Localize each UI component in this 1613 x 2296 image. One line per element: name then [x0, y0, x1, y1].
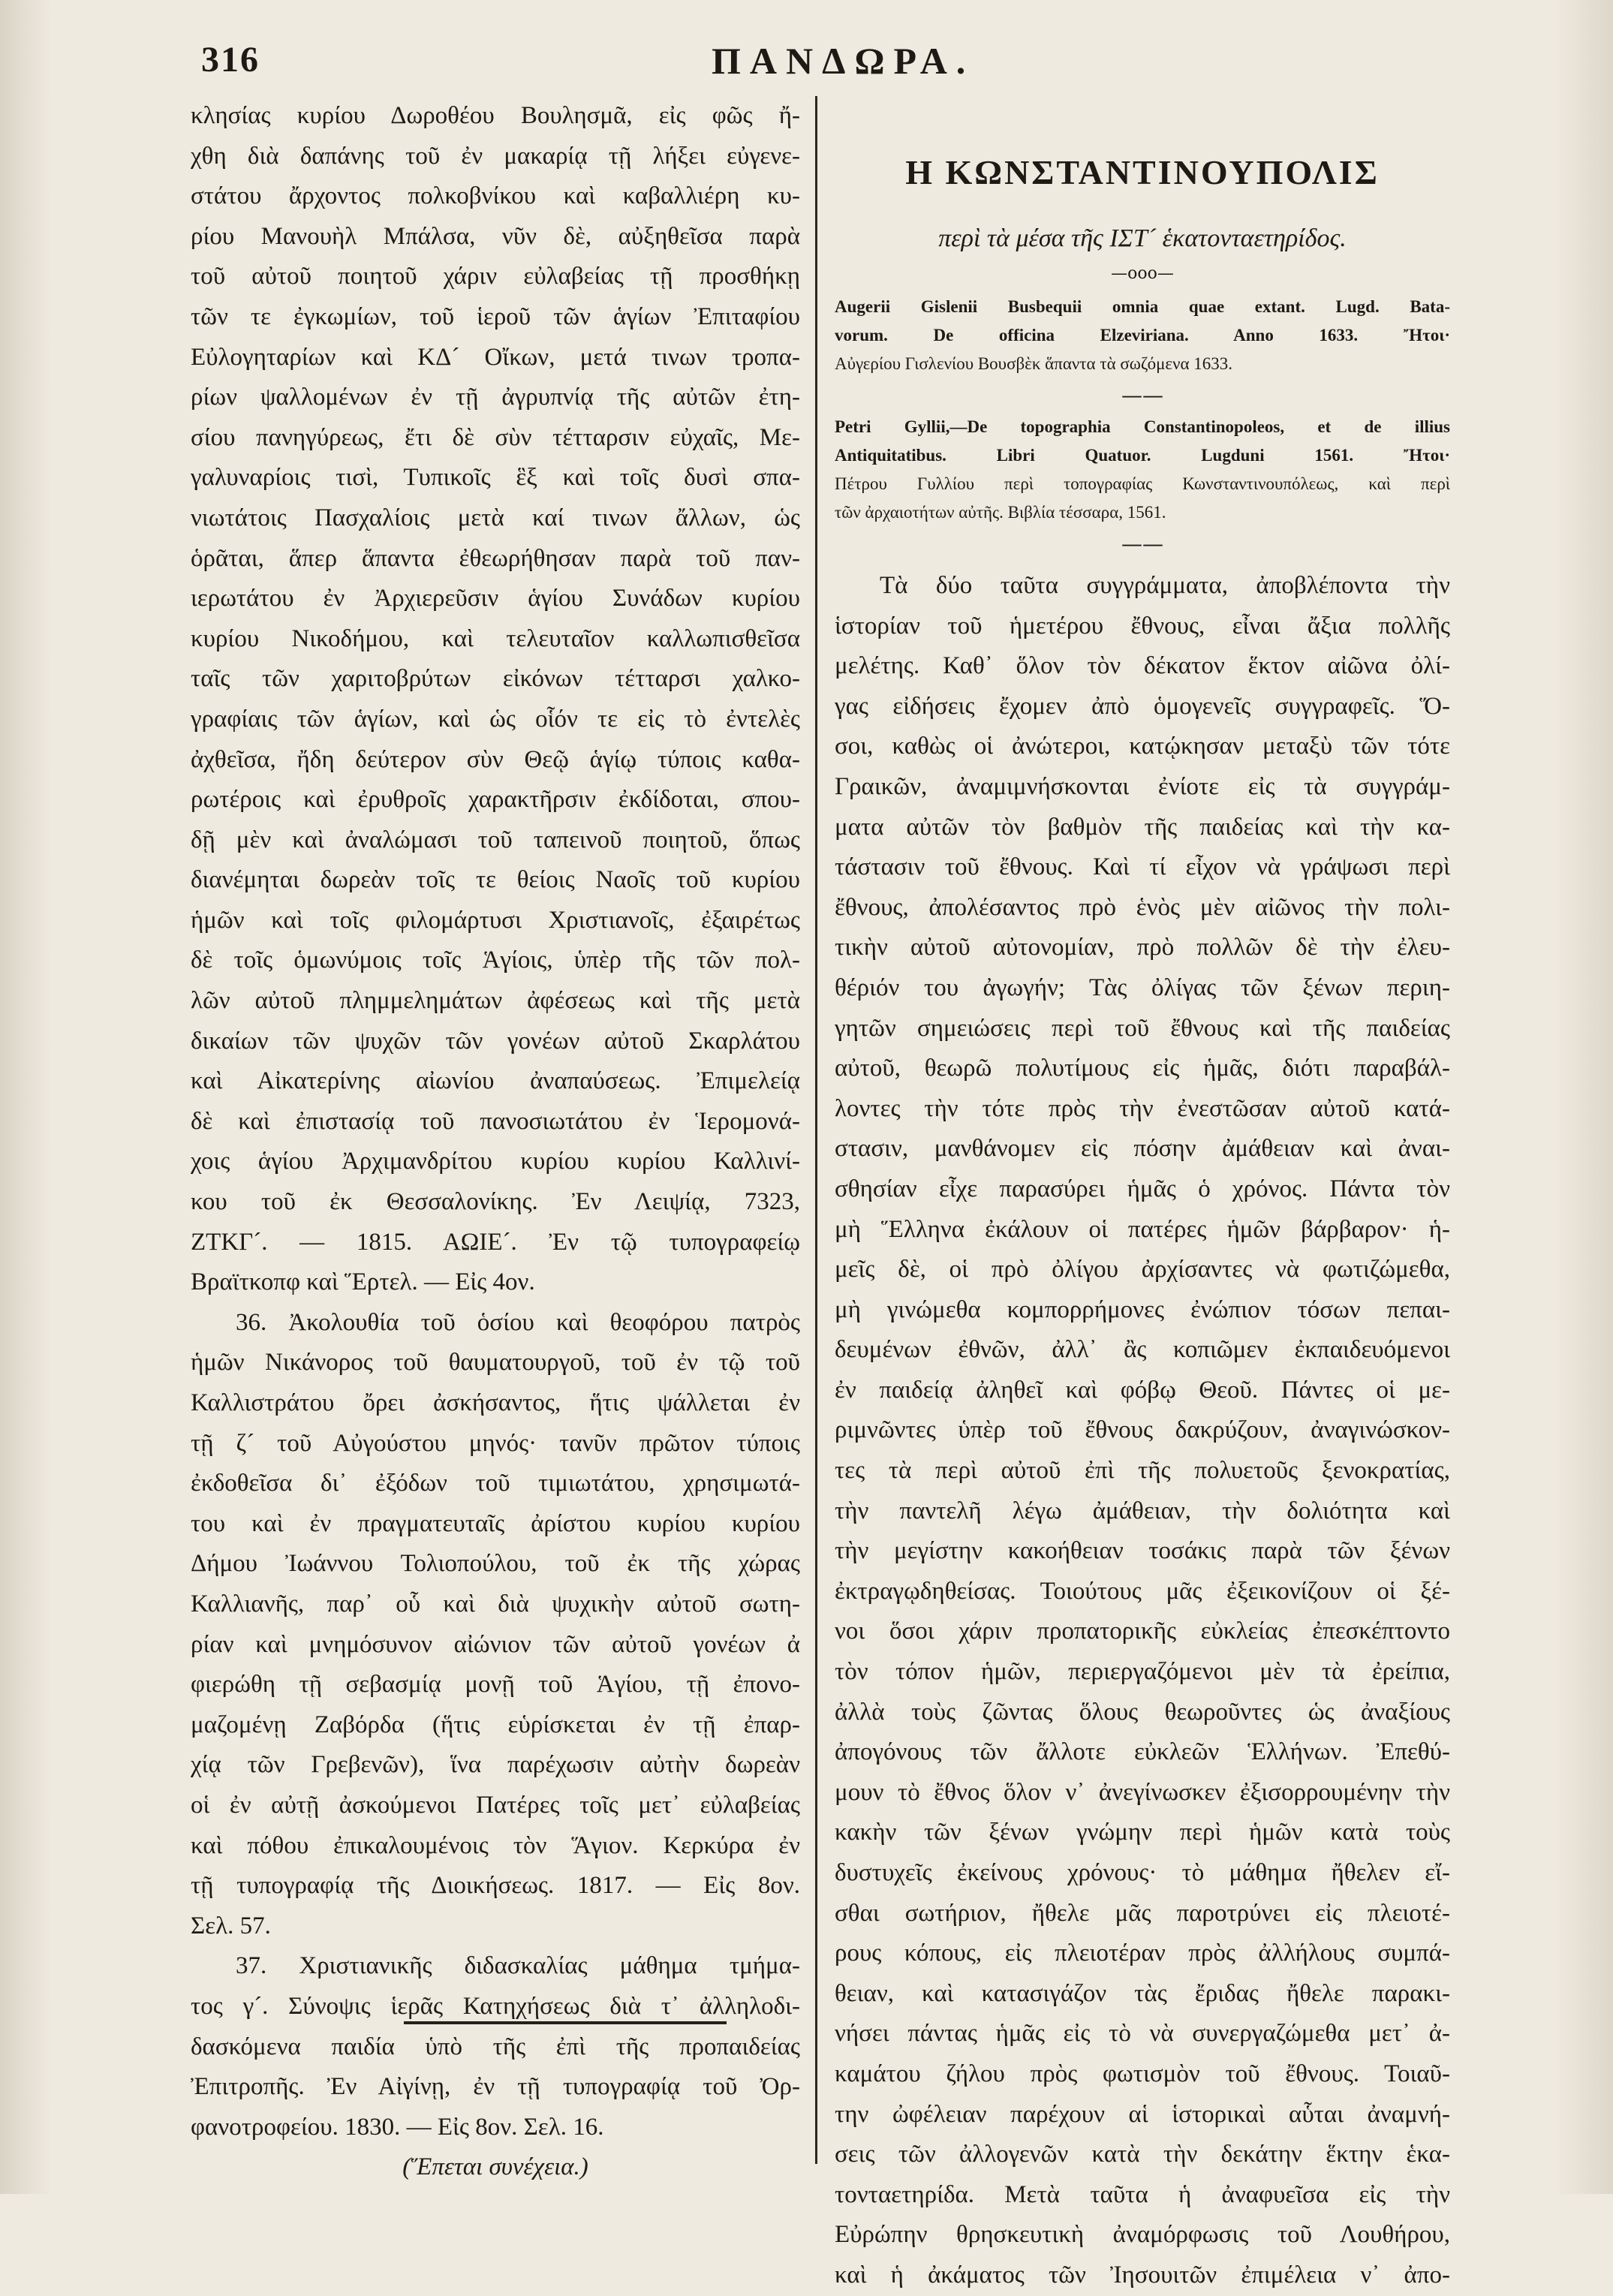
- text-line: vorum. De officina Elzeviriana. Anno 1633. Ἤτοι·: [835, 326, 1450, 345]
- text-line: νήσει πάντας ἡμᾶς εἰς τὸ νὰ συνεργαζώμεθα μετ᾿ ἀ-: [835, 2020, 1450, 2048]
- article-title: Η ΚΩΝΣΤΑΝΤΙΝΟΥΠΟΛΙΣ: [905, 153, 1380, 191]
- text-line: Δήμου Ἰωάννου Τολιοπούλου, τοῦ ἐκ τῆς χώρας: [191, 1550, 800, 1578]
- text-line: Εὐλογηταρίων καὶ ΚΔ´ Οἴκων, μετά τινων τροπα-: [191, 343, 800, 371]
- text-line: καμάτου ζήλου πρὸς φωτισμὸν τοῦ ἔθνους. Τοιαῦ-: [835, 2060, 1450, 2087]
- text-line: ἐν παιδείᾳ ἀληθεῖ καὶ φόβῳ Θεοῦ. Πάντες οἱ με-: [835, 1376, 1450, 1404]
- text-line: τῇ τυπογραφίᾳ τῆς Διοικήσεως. 1817. — Εἰς 8ον.: [191, 1872, 800, 1900]
- text-line: ιερωτάτου ἐν Ἀρχιερεῦσιν ἁγίου Συνάδων κυρίου: [191, 585, 800, 612]
- text-line: θέριόν του ἀγωγήν; Τὰς ὀλίγας τῶν ξένων περιη-: [835, 973, 1450, 1001]
- text-line: φιερώθη τῇ σεβασμίᾳ μονῇ τοῦ Ἁγίου, τῇ ἐπονο-: [191, 1671, 800, 1699]
- text-line: του καὶ ἐν πραγματευταῖς ἀρίστου κυρίου κυρίου: [191, 1509, 800, 1537]
- text-line: Ἐπιτροπῆς. Ἐν Αἰγίνῃ, ἐν τῇ τυπογραφίᾳ τοῦ Ὀρ-: [191, 2073, 800, 2101]
- end-rule: [404, 2021, 727, 2024]
- text-line: Βραϊτκοπφ καὶ Ἕρτελ. — Εἰς 4ον.: [191, 1268, 535, 1296]
- bibliography-entry-1: [835, 293, 1450, 378]
- text-line: (Ἕπεται συνέχεια.): [402, 2153, 588, 2181]
- text-line: 37. Χριστιανικῆς διδασκαλίας μάθημα τμήμα-: [236, 1952, 800, 1980]
- text-line: γραφίαις τῶν ἁγίων, καὶ ὡς οἷόν τε εἰς τὸ ἐντελὲς: [191, 705, 800, 733]
- text-line: Σελ. 57.: [191, 1912, 271, 1939]
- text-line: λοντες τὴν τότε πρὸς τὴν ἐνεστῶσαν αὐτοῦ κατά-: [835, 1094, 1450, 1122]
- text-line: 36. Ἀκολουθία τοῦ ὁσίου καὶ θεοφόρου πατρὸς: [236, 1308, 800, 1336]
- text-line: δυστυχεῖς ἐκείνους χρόνους· τὸ μάθημα ἤθελεν εἴ-: [835, 1859, 1450, 1886]
- text-line: Πέτρου Γυλλίου περὶ τοπογραφίας Κωνσταντινουπόλεως, καὶ περὶ: [835, 474, 1450, 493]
- text-line: τες τὰ περὶ αὐτοῦ ἐπὶ τῆς πολυετοῦς ξενοκρατίας,: [835, 1457, 1450, 1485]
- text-line: Petri Gyllii,—De topographia Constantinopoleos, et de illius: [835, 417, 1450, 436]
- text-line: κλησίας κυρίου Δωροθέου Βουλησμᾶ, εἰς φῶς ἤ-: [191, 102, 800, 129]
- text-line: μεῖς δὲ, οἱ πρὸ ὀλίγου ἀρχίσαντες νὰ φωτιζώμεθα,: [835, 1256, 1450, 1283]
- text-line: τὴν μεγίστην κακοήθειαν τοσάκις παρὰ τῶν ξένων: [835, 1537, 1450, 1565]
- text-line: μὴ γινώμεθα κομπορρήμονες ἐνώπιον τόσων πεπαι-: [835, 1295, 1450, 1323]
- bibliography-entry-2: [835, 413, 1450, 527]
- text-line: ἀλλὰ τοὺς ζῶντας ὅλους θεωροῦντες ὡς ἀναξίους: [835, 1698, 1450, 1726]
- text-line: δευμένων ἐθνῶν, ἀλλ᾿ ἂς κοπιῶμεν ἐκπαιδευόμενοι: [835, 1336, 1450, 1364]
- text-line: καὶ Αἰκατερίνης αἰωνίου ἀναπαύσεως. Ἐπιμελείᾳ: [191, 1067, 800, 1095]
- text-line: ρωτέροις καὶ ἐρυθροῖς χαρακτῆρσιν ἐκδίδοται, σπου-: [191, 786, 800, 814]
- text-line: τονταετηρίδα. Μετὰ ταῦτα ἡ ἀναφυεῖσα εἰς τὴν: [835, 2180, 1450, 2208]
- text-line: νοι ὅσοι χάριν προπατορικῆς εὐκλείας ἐπεσκέπτοντο: [835, 1617, 1450, 1645]
- right-column: [835, 105, 1450, 2296]
- article-subtitle: περὶ τὰ μέσα τῆς ΙΣΤ´ ἑκατονταετηρίδος.: [938, 224, 1347, 252]
- text-line: γας εἰδήσεις ἔχομεν ἀπὸ ὁμογενεῖς συγγραφεῖς. Ὅ-: [835, 692, 1450, 720]
- text-line: Καλλιανῆς, παρ᾿ οὗ καὶ διὰ ψυχικὴν αὐτοῦ σωτη-: [191, 1590, 800, 1617]
- text-line: ταῖς τῶν χαριτοβρύτων εἰκόνων τέτταρσι χαλκο-: [191, 665, 800, 693]
- text-line: Καλλιστράτου ὄρει ἀσκήσαντος, ἥτις ψάλλεται ἐν: [191, 1389, 800, 1416]
- text-line: στασιν, μανθάνομεν εἰς πόσην ἀμάθειαν καὶ ἀναι-: [835, 1135, 1450, 1163]
- text-line: ρίαν καὶ μνημόσυνον αἰώνιον τῶν αὐτοῦ γονέων ἀ: [191, 1630, 800, 1658]
- text-line: κακὴν τῶν ξένων γνώμην περὶ ἡμῶν κατὰ τοὺς: [835, 1819, 1450, 1846]
- text-line: μελέτης. Καθ᾿ ὅλον τὸν δέκατον ἕκτον αἰῶνα ὀλί-: [835, 652, 1450, 680]
- text-line: ἀχθεῖσα, ἤδη δεύτερον σὺν Θεῷ ἁγίῳ τύποις καθα-: [191, 745, 800, 773]
- text-line: τὴν παντελῆ λέγω ἀμάθειαν, τὴν δολιότητα καὶ: [835, 1497, 1450, 1524]
- text-line: Antiquitatibus. Libri Quatuor. Lugduni 1561. Ἤτοι·: [835, 446, 1450, 465]
- text-line: Γραικῶν, ἀναμιμνήσκονται ἐνίοτε εἰς τὰ συγγράμ-: [835, 772, 1450, 800]
- article-body: [835, 566, 1450, 2296]
- text-line: ὁρᾶται, ἅπερ ἅπαντα ἐθεωρήθησαν παρὰ τοῦ παν-: [191, 544, 800, 572]
- text-line: δῇ μὲν καὶ ἀναλώμασι τοῦ ταπεινοῦ ποιητοῦ, ὅπως: [191, 826, 800, 853]
- text-line: την ὠφέλειαν παρέχουν αἱ ἱστορικαὶ αὗται ἀναμνή-: [835, 2100, 1450, 2128]
- text-line: Augerii Gislenii Busbequii omnia quae extant. Lugd. Bata-: [835, 297, 1450, 316]
- text-line: δὲ καὶ ἐπιστασίᾳ τοῦ πανοσιωτάτου ἐν Ἱερομονά-: [191, 1107, 800, 1135]
- text-line: σθησίαν εἶχε παρασύρει ἡμᾶς ὁ χρόνος. Πάντα τὸν: [835, 1175, 1450, 1202]
- text-line: ρους κόπους, εἰς πλειοτέραν πρὸς ἀλλήλους συμπά-: [835, 1939, 1450, 1967]
- text-line: καὶ ἡ ἀκάματος τῶν Ἰησουιτῶν ἐπιμέλεια ν᾿ ἀπο-: [835, 2261, 1450, 2288]
- text-line: κυρίου Νικοδήμου, καὶ τελευταῖον καλλωπισθεῖσα: [191, 624, 800, 652]
- text-line: τοῦ αὐτοῦ ποιητοῦ χάριν εὐλαβείας τῇ προσθήκῃ: [191, 263, 800, 290]
- text-line: ἐκδοθεῖσα δι᾿ ἐξόδων τοῦ τιμιωτάτου, χρησιμωτά-: [191, 1470, 800, 1497]
- column-divider: [815, 96, 817, 2164]
- text-line: ἐκτραγῳδηθείσας. Τοιούτους μᾶς ἐξεικονίζουν οἱ ξέ-: [835, 1577, 1450, 1605]
- text-line: τῶν ἀρχαιοτήτων αὐτῆς. Βιβλία τέσσαρα, 1561.: [835, 503, 1166, 522]
- text-line: χοις ἁγίου Ἀρχιμανδρίτου κυρίου κυρίου Καλλινί-: [191, 1148, 800, 1175]
- left-column: [191, 96, 800, 2188]
- text-line: σεις τῶν ἀλλογενῶν κατὰ τὴν δεκάτην ἕκτην ἑκα-: [835, 2141, 1450, 2168]
- text-line: δὲ τοῖς ὁμωνύμοις τοῖς Ἁγίοις, ὑπὲρ τῆς τῶν πολ-: [191, 946, 800, 974]
- text-line: οἱ ἐν αὐτῇ ἀσκούμενοι Πατέρες τοῖς μετ᾿ εὐλαβείας: [191, 1791, 800, 1819]
- text-line: αὐτοῦ, θεωρῶ πολυτίμους εἰς ἡμᾶς, διότι παραβάλ-: [835, 1055, 1450, 1082]
- text-line: ἀπογόνους τῶν ἄλλοτε εὐκλεῶν Ἑλλήνων. Ἐπεθύ-: [835, 1738, 1450, 1766]
- text-line: νιωτάτοις Πασχαλίοις μετὰ καί τινων ἄλλων, ὡς: [191, 504, 800, 531]
- separator-dash-2: ——: [1121, 531, 1163, 556]
- ornament-divider: —ooo—: [1111, 264, 1174, 283]
- text-line: μουν τὸ ἔθνος ὅλον ν᾿ ἀνεγίνωσκεν ἐξισορρουμένην τὴν: [835, 1778, 1450, 1806]
- text-line: σίου πανηγύρεως, ἔτι δὲ σὺν τέτταρσιν εὐχαῖς, Με-: [191, 423, 800, 451]
- text-line: ΖΤΚΓ´. — 1815. ΑΩΙΕ´. Ἐν τῷ τυπογραφείῳ: [191, 1228, 800, 1256]
- text-line: καὶ πόθου ἐπικαλουμένοις τὸν Ἅγιον. Κερκύρα ἐν: [191, 1831, 800, 1859]
- text-line: τάστασιν τοῦ ἔθνους. Καὶ τί εἶχον νὰ γράψωσι περὶ: [835, 853, 1450, 881]
- text-line: ρίου Μανουὴλ Μπάλσα, νῦν δὲ, αὐξηθεῖσα παρὰ: [191, 222, 800, 250]
- text-line: δασκόμενα παιδία ὑπὸ τῆς ἐπὶ τῆς προπαιδείας: [191, 2033, 800, 2060]
- text-line: ἡμῶν καὶ τοῖς φιλομάρτυσι Χριστιανοῖς, ἐξαιρέτως: [191, 906, 800, 934]
- text-line: ἱστορίαν τοῦ ἡμετέρου ἔθνους, εἶναι ἄξια πολλῆς: [835, 612, 1450, 639]
- text-line: ματα αὐτῶν τὸν βαθμὸν τῆς παιδείας καὶ τὴν κα-: [835, 813, 1450, 841]
- text-line: Αὐγερίου Γισλενίου Βουσβὲκ ἅπαντα τὰ σωζόμενα 1633.: [835, 354, 1233, 373]
- text-line: στάτου ἄρχοντος πολκοβνίκου καὶ καβαλλιέρη κυ-: [191, 182, 800, 210]
- text-line: ἡμῶν Νικάνορος τοῦ θαυματουργοῦ, τοῦ ἐν τῷ τοῦ: [191, 1349, 800, 1377]
- text-line: γητῶν σημειώσεις περὶ τοῦ ἔθνους καὶ τῆς παιδείας: [835, 1014, 1450, 1042]
- text-line: φανοτροφείου. 1830. — Εἰς 8ον. Σελ. 16.: [191, 2113, 604, 2141]
- text-line: κου τοῦ ἐκ Θεσσαλονίκης. Ἐν Λειψίᾳ, 7323,: [191, 1188, 800, 1216]
- page-number: 316: [201, 40, 260, 80]
- text-line: σθαι σωτήριον, ἤθελε μᾶς παροτρύνει εἰς πλειοτέ-: [835, 1899, 1450, 1927]
- separator-dash-1: ——: [1121, 383, 1163, 408]
- text-line: ρίων ψαλλομένων ἐν τῇ ἀγρυπνίᾳ τῆς αὐτῶν ἐτη-: [191, 384, 800, 411]
- text-line: μὴ Ἕλληνα ἐκάλουν οἱ πατέρες ἡμῶν βάρβαρον· ἡ-: [835, 1215, 1450, 1243]
- text-line: τῇ ζ´ τοῦ Αὐγούστου μηνός· τανῦν πρῶτον τύποις: [191, 1429, 800, 1457]
- text-line: θειαν, καὶ κατασιγάζον τὰς ἔριδας ἤθελε παρακι-: [835, 1979, 1450, 2007]
- text-line: δικαίων τῶν ψυχῶν τῶν γονέων αὐτοῦ Σκαρλάτου: [191, 1027, 800, 1055]
- text-line: ριμνῶντες ὑπὲρ τοῦ ἔθνους δακρύζουν, ἀναγινώσκον-: [835, 1416, 1450, 1444]
- text-line: μαζομένῃ Ζαβόρδα (ἥτις εὑρίσκεται ἐν τῇ ἐπαρ-: [191, 1711, 800, 1738]
- running-title: ΠΑΝΔΩΡΑ.: [712, 40, 975, 82]
- page-header: [201, 39, 1522, 92]
- text-line: γαλυναρίοις τισὶ, Τυπικοῖς ἓξ καὶ τοῖς δυσὶ σπα-: [191, 464, 800, 492]
- text-line: τικὴν αὐτοῦ αὐτονομίαν, πρὸ πολλῶν δὲ τὴν ἐλευ-: [835, 934, 1450, 961]
- text-line: χθη διὰ δαπάνης τοῦ ἐν μακαρίᾳ τῇ λήξει εὐγενε-: [191, 142, 800, 170]
- text-line: Τὰ δύο ταῦτα συγγράμματα, ἀποβλέποντα τὴν: [880, 572, 1450, 599]
- text-line: διανέμηται δωρεὰν τοῖς τε θείοις Ναοῖς τοῦ κυρίου: [191, 866, 800, 894]
- text-line: Εὐρώπην θρησκευτικὴ ἀναμόρφωσις τοῦ Λουθήρου,: [835, 2221, 1450, 2249]
- text-line: τῶν τε ἐγκωμίων, τοῦ ἱεροῦ τῶν ἁγίων Ἐπιταφίου: [191, 302, 800, 330]
- text-line: χίᾳ τῶν Γρεβενῶν), ἵνα παρέχωσιν αὐτὴν δωρεὰν: [191, 1751, 800, 1779]
- text-line: τὸν τόπον ἡμῶν, περιεργαζόμενοι μὲν τὰ ἐρείπια,: [835, 1658, 1450, 1686]
- text-line: ἔθνους, ἀπολέσαντος πρὸ ἑνὸς μὲν αἰῶνος τὴν πολι-: [835, 893, 1450, 921]
- text-line: τος γ´. Σύνοψις ἱερᾶς Κατηχήσεως διὰ τ᾿ ἀλληλοδι-: [191, 1992, 800, 2020]
- text-line: σοι, καθὼς οἱ ἀνώτεροι, κατῴκησαν μεταξὺ τῶν τότε: [835, 733, 1450, 760]
- text-line: λῶν αὐτοῦ πλημμελημάτων ἀφέσεως καὶ τῆς μετὰ: [191, 987, 800, 1015]
